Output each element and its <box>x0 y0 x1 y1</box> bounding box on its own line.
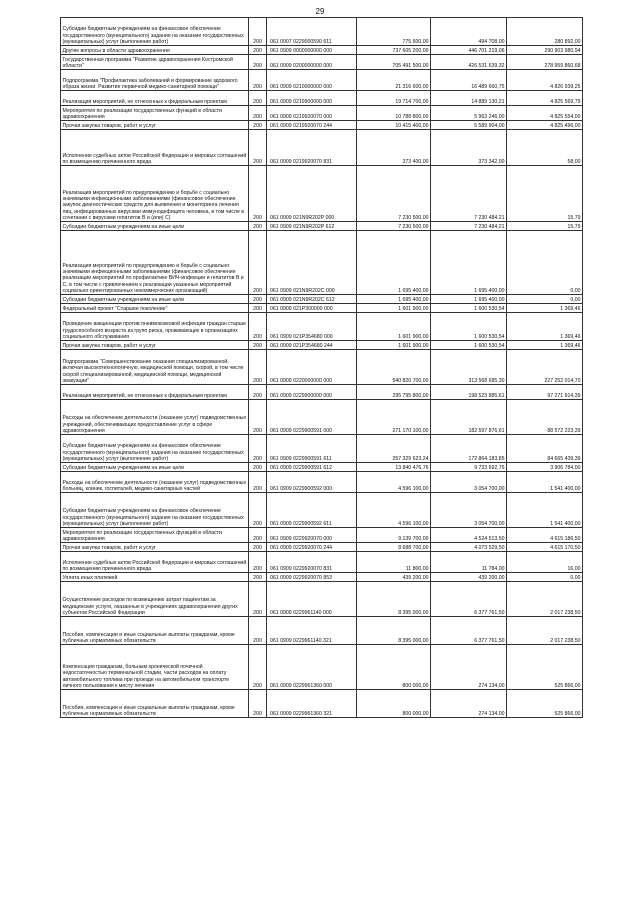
row-unexecuted-amount: 0,00 <box>507 231 583 295</box>
row-name: Прочая закупка товаров, работ и услуг <box>61 341 249 350</box>
row-name: Компенсация гражданам, больным хронической почечной недостаточностью терминальной стадии, части расходов на оплату автомобильного топлива при проезде на автомобильном транспорте личного пользования к месту лечения <box>61 645 249 690</box>
row-executed-amount: 4 073 529,50 <box>431 543 507 552</box>
row-executed-amount: 1 600 530,54 <box>431 313 507 341</box>
row-approved-amount: 21 316 600,00 <box>357 70 431 91</box>
row-unexecuted-amount: 227 252 014,70 <box>507 350 583 385</box>
table-row <box>61 350 583 385</box>
row-approved-amount: 705 491 500,00 <box>357 55 431 70</box>
row-kbk-code: 061 0909 021N9R202P 612 <box>267 222 357 231</box>
row-code: 200 <box>249 130 267 166</box>
row-code: 200 <box>249 493 267 528</box>
row-unexecuted-amount: 278 959 860,68 <box>507 55 583 70</box>
row-name: Реализация мероприятий, не отнесенных к федеральным проектам <box>61 385 249 400</box>
row-kbk-code: 061 0909 021N9R202C 612 <box>267 295 357 304</box>
table-row <box>61 295 583 304</box>
table-row <box>61 222 583 231</box>
table-row <box>61 18 583 46</box>
row-approved-amount: 800 000,00 <box>357 645 431 690</box>
row-executed-amount: 494 708,00 <box>431 18 507 46</box>
row-approved-amount: 775 600,00 <box>357 18 431 46</box>
row-name: Пособия, компенсации и иные социальные выплаты гражданам, кроме публичных нормативных обязательств <box>61 690 249 718</box>
row-kbk-code: 061 0909 0219920070 831 <box>267 130 357 166</box>
table-row <box>61 690 583 718</box>
row-executed-amount: 426 531 639,32 <box>431 55 507 70</box>
row-unexecuted-amount: 4 615 186,50 <box>507 528 583 543</box>
row-code: 200 <box>249 543 267 552</box>
row-unexecuted-amount: 15,79 <box>507 222 583 231</box>
row-code: 200 <box>249 690 267 718</box>
row-approved-amount: 13 840 476,76 <box>357 463 431 472</box>
table-row <box>61 617 583 645</box>
row-unexecuted-amount: 1 369,46 <box>507 341 583 350</box>
row-kbk-code: 061 0909 0229900591 000 <box>267 400 357 435</box>
row-executed-amount: 439 200,00 <box>431 573 507 582</box>
row-unexecuted-amount: 1 541 400,00 <box>507 493 583 528</box>
row-executed-amount: 7 230 484,21 <box>431 222 507 231</box>
table-row <box>61 55 583 70</box>
row-code: 200 <box>249 313 267 341</box>
row-kbk-code: 061 0909 0229961140 321 <box>267 617 357 645</box>
row-approved-amount: 257 329 623,24 <box>357 435 431 463</box>
table-row <box>61 313 583 341</box>
row-name: Государственная программа "Развитие здравоохранения Костромской области" <box>61 55 249 70</box>
row-kbk-code: 061 0909 0210000000 000 <box>267 70 357 91</box>
row-executed-amount: 3 054 700,00 <box>431 493 507 528</box>
row-unexecuted-amount: 58,00 <box>507 130 583 166</box>
row-kbk-code: 061 0909 0229900591 611 <box>267 435 357 463</box>
row-executed-amount: 313 568 685,30 <box>431 350 507 385</box>
table-row <box>61 341 583 350</box>
row-unexecuted-amount: 1 369,46 <box>507 313 583 341</box>
row-name: Подпрограмма "Профилактика заболеваний и формирование здорового образа жизни. Развитие первичной медико-санитарной помощи" <box>61 70 249 91</box>
table-row <box>61 121 583 130</box>
table-row <box>61 528 583 543</box>
table-row <box>61 645 583 690</box>
row-executed-amount: 1 695 400,00 <box>431 231 507 295</box>
row-executed-amount: 5 589 904,00 <box>431 121 507 130</box>
table-row <box>61 400 583 435</box>
row-code: 200 <box>249 472 267 493</box>
row-kbk-code: 061 0909 0219920070 244 <box>267 121 357 130</box>
row-executed-amount: 1 600 530,54 <box>431 304 507 313</box>
row-code: 200 <box>249 573 267 582</box>
row-code: 200 <box>249 463 267 472</box>
row-kbk-code: 061 0909 021P300000 000 <box>267 304 357 313</box>
row-approved-amount: 295 795 800,00 <box>357 385 431 400</box>
row-kbk-code: 061 0909 0229900000 000 <box>267 385 357 400</box>
row-kbk-code: 061 0909 0229920070 831 <box>267 552 357 573</box>
row-approved-amount: 271 170 100,00 <box>357 400 431 435</box>
row-kbk-code: 061 0909 0229920070 853 <box>267 573 357 582</box>
row-name: Федеральный проект "Старшее поколение" <box>61 304 249 313</box>
row-unexecuted-amount: 4 825 569,79 <box>507 91 583 106</box>
row-approved-amount: 439 200,00 <box>357 573 431 582</box>
row-unexecuted-amount: 15,79 <box>507 166 583 222</box>
row-approved-amount: 1 601 900,00 <box>357 341 431 350</box>
row-kbk-code: 061 0909 0219920070 000 <box>267 106 357 121</box>
row-approved-amount: 8 688 700,00 <box>357 543 431 552</box>
row-unexecuted-amount: 2 017 238,50 <box>507 582 583 617</box>
row-name: Мероприятия по реализации государственных функций в области здравоохранения <box>61 106 249 121</box>
row-kbk-code: 061 0909 021N9R202C 000 <box>267 231 357 295</box>
row-code: 200 <box>249 231 267 295</box>
table-row <box>61 166 583 222</box>
row-unexecuted-amount: 4 826 939,25 <box>507 70 583 91</box>
row-name: Мероприятия по реализации государственных функций в области здравоохранения <box>61 528 249 543</box>
row-code: 200 <box>249 121 267 130</box>
row-approved-amount: 540 820 700,00 <box>357 350 431 385</box>
row-approved-amount: 10 788 800,00 <box>357 106 431 121</box>
row-name: Расходы на обеспечение деятельности (оказание услуг) подведомственных учреждений, обеспечивающих предоставление услуг в сфере здравоохранения <box>61 400 249 435</box>
row-name: Осуществление расходов по возмещению затрат пациентам за медицинские услуги, оказанные в учреждениях здравоохранения других субъектов Российской Федерации <box>61 582 249 617</box>
row-unexecuted-amount: 4 825 496,00 <box>507 121 583 130</box>
row-executed-amount: 198 523 885,61 <box>431 385 507 400</box>
row-name: Реализация мероприятий по предупреждению и борьбе с социально значимыми инфекционными заболеваниями (финансовое обеспечение реализации мероприятий по профилактике ВИЧ-инфекции и гепатитов В и С, в том числе с привлечением к реализации указанных мероприятий социально ориентированных некоммерческих организаций) <box>61 231 249 295</box>
row-kbk-code: 061 0909 0229961140 000 <box>267 582 357 617</box>
row-executed-amount: 274 134,00 <box>431 645 507 690</box>
row-name: Проведение вакцинации против пневмококковой инфекции граждан старше трудоспособного возраста из групп риска, проживающих в организациях социального обслуживания <box>61 313 249 341</box>
row-executed-amount: 14 889 130,21 <box>431 91 507 106</box>
table-row <box>61 231 583 295</box>
row-executed-amount: 5 963 246,00 <box>431 106 507 121</box>
row-executed-amount: 6 377 761,50 <box>431 582 507 617</box>
row-executed-amount: 373 342,00 <box>431 130 507 166</box>
row-executed-amount: 274 134,00 <box>431 690 507 718</box>
table-row <box>61 463 583 472</box>
row-code: 200 <box>249 46 267 55</box>
row-approved-amount: 1 601 900,00 <box>357 313 431 341</box>
row-executed-amount: 6 377 761,50 <box>431 617 507 645</box>
row-approved-amount: 1 695 400,00 <box>357 231 431 295</box>
row-code: 200 <box>249 582 267 617</box>
row-kbk-code: 061 0909 0229920070 244 <box>267 543 357 552</box>
row-name: Подпрограмма "Совершенствование оказания специализированной, включая высокотехнологичную, медицинской помощи, скорой, в том числе скорой специализированной, медицинской помощи, медицинской эвакуации" <box>61 350 249 385</box>
row-code: 200 <box>249 341 267 350</box>
row-kbk-code: 061 0909 0220000000 000 <box>267 350 357 385</box>
row-approved-amount: 19 714 700,00 <box>357 91 431 106</box>
row-kbk-code: 061 0909 0229900592 000 <box>267 472 357 493</box>
row-approved-amount: 1 601 900,00 <box>357 304 431 313</box>
row-executed-amount: 11 784,00 <box>431 552 507 573</box>
row-code: 200 <box>249 18 267 46</box>
row-unexecuted-amount: 84 665 439,39 <box>507 435 583 463</box>
row-unexecuted-amount: 2 017 238,50 <box>507 617 583 645</box>
row-unexecuted-amount: 16,00 <box>507 552 583 573</box>
row-kbk-code: 061 0909 0229961360 321 <box>267 690 357 718</box>
row-unexecuted-amount: 97 271 914,39 <box>507 385 583 400</box>
row-executed-amount: 3 054 700,00 <box>431 472 507 493</box>
row-name: Исполнение судебных актов Российской Федерации и мировых соглашений по возмещению причиненного вреда <box>61 130 249 166</box>
row-unexecuted-amount: 3 906 784,00 <box>507 463 583 472</box>
row-executed-amount: 4 524 513,50 <box>431 528 507 543</box>
row-kbk-code: 061 0909 0219900000 000 <box>267 91 357 106</box>
row-name: Уплата иных платежей <box>61 573 249 582</box>
row-kbk-code: 061 0909 021P354680 244 <box>267 341 357 350</box>
row-approved-amount: 737 605 200,00 <box>357 46 431 55</box>
row-name: Пособия, компенсации и иные социальные выплаты гражданам, кроме публичных нормативных обязательств <box>61 617 249 645</box>
row-kbk-code: 061 0909 021N9R202P 000 <box>267 166 357 222</box>
row-executed-amount: 16 489 660,75 <box>431 70 507 91</box>
table-body <box>61 18 583 718</box>
table-row <box>61 46 583 55</box>
row-name: Субсидии бюджетным учреждениям на иные цели <box>61 222 249 231</box>
row-executed-amount: 9 733 692,76 <box>431 463 507 472</box>
page-number: 29 <box>315 7 325 16</box>
row-kbk-code: 061 0909 021P354680 000 <box>267 313 357 341</box>
row-unexecuted-amount: 1 369,46 <box>507 304 583 313</box>
row-name: Субсидии бюджетным учреждениям на финансовое обеспечение государственного (муниципального) задания на оказание государственных (муниципальных) услуг (выполнение работ) <box>61 435 249 463</box>
row-executed-amount: 1 695 400,00 <box>431 295 507 304</box>
row-approved-amount: 11 800,00 <box>357 552 431 573</box>
row-approved-amount: 4 596 100,00 <box>357 493 431 528</box>
table-row <box>61 552 583 573</box>
row-code: 200 <box>249 385 267 400</box>
row-executed-amount: 446 701 219,06 <box>431 46 507 55</box>
row-code: 200 <box>249 528 267 543</box>
row-unexecuted-amount: 0,00 <box>507 295 583 304</box>
row-name: Прочая закупка товаров, работ и услуг <box>61 543 249 552</box>
row-code: 200 <box>249 435 267 463</box>
row-approved-amount: 8 395 000,00 <box>357 582 431 617</box>
row-approved-amount: 800 000,00 <box>357 690 431 718</box>
row-executed-amount: 172 864 183,85 <box>431 435 507 463</box>
row-approved-amount: 373 400,00 <box>357 130 431 166</box>
row-approved-amount: 1 695 400,00 <box>357 295 431 304</box>
row-code: 200 <box>249 222 267 231</box>
row-code: 200 <box>249 617 267 645</box>
row-name: Другие вопросы в области здравоохранения <box>61 46 249 55</box>
row-code: 200 <box>249 350 267 385</box>
row-executed-amount: 182 597 876,61 <box>431 400 507 435</box>
row-code: 200 <box>249 400 267 435</box>
row-unexecuted-amount: 280 892,00 <box>507 18 583 46</box>
row-approved-amount: 8 395 000,00 <box>357 617 431 645</box>
row-unexecuted-amount: 525 866,00 <box>507 645 583 690</box>
row-name: Субсидии бюджетным учреждениям на иные цели <box>61 295 249 304</box>
row-name: Расходы на обеспечение деятельности (оказание услуг) подведомственных больниц, клиник, госпиталей, медико-санитарных частей <box>61 472 249 493</box>
row-name: Реализация мероприятий, не отнесенных к федеральным проектам <box>61 91 249 106</box>
row-kbk-code: 061 0909 0200000000 000 <box>267 55 357 70</box>
row-unexecuted-amount: 290 903 980,94 <box>507 46 583 55</box>
row-code: 200 <box>249 70 267 91</box>
row-approved-amount: 9 139 700,00 <box>357 528 431 543</box>
row-executed-amount: 7 230 484,21 <box>431 166 507 222</box>
row-name: Реализация мероприятий по предупреждению и борьбе с социально значимыми инфекционными заболеваниями (финансовое обеспечение закупок диагностических средств для выявления и мониторинга лечения лиц, инфицированных вирусами иммунодефицита человека, в том числе в сочетании с вирусами гепатитов В и (или) С) <box>61 166 249 222</box>
row-kbk-code: 061 0909 0229900592 611 <box>267 493 357 528</box>
row-executed-amount: 1 600 530,54 <box>431 341 507 350</box>
row-approved-amount: 7 230 500,00 <box>357 166 431 222</box>
row-name: Субсидии бюджетным учреждениям на финансовое обеспечение государственного (муниципального) задания на оказание государственных (муниципальных) услуг (выполнение работ) <box>61 493 249 528</box>
table-row <box>61 543 583 552</box>
row-code: 200 <box>249 304 267 313</box>
row-approved-amount: 7 230 500,00 <box>357 222 431 231</box>
row-code: 200 <box>249 166 267 222</box>
table-row <box>61 573 583 582</box>
row-code: 200 <box>249 552 267 573</box>
table-row <box>61 304 583 313</box>
table-row <box>61 493 583 528</box>
table-row <box>61 106 583 121</box>
table-row <box>61 91 583 106</box>
row-name: Субсидии бюджетным учреждениям на финансовое обеспечение государственного (муниципального) задания на оказание государственных (муниципальных) услуг (выполнение работ) <box>61 18 249 46</box>
row-name: Субсидии бюджетным учреждениям на иные цели <box>61 463 249 472</box>
row-unexecuted-amount: 4 825 554,00 <box>507 106 583 121</box>
row-code: 200 <box>249 55 267 70</box>
row-code: 200 <box>249 106 267 121</box>
table-row <box>61 385 583 400</box>
row-kbk-code: 061 0909 0000000000 000 <box>267 46 357 55</box>
table-row <box>61 70 583 91</box>
table-row <box>61 582 583 617</box>
row-code: 200 <box>249 645 267 690</box>
budget-execution-table <box>60 17 583 718</box>
table-row <box>61 472 583 493</box>
table-row <box>61 130 583 166</box>
table-row <box>61 435 583 463</box>
row-unexecuted-amount: 0,00 <box>507 573 583 582</box>
row-kbk-code: 061 0907 0229000590 611 <box>267 18 357 46</box>
row-name: Прочая закупка товаров, работ и услуг <box>61 121 249 130</box>
row-kbk-code: 061 0909 0229961360 000 <box>267 645 357 690</box>
row-unexecuted-amount: 88 572 223,39 <box>507 400 583 435</box>
row-name: Исполнение судебных актов Российской Федерации и мировых соглашений по возмещению причиненного вреда <box>61 552 249 573</box>
row-unexecuted-amount: 1 541 400,00 <box>507 472 583 493</box>
row-approved-amount: 10 415 400,00 <box>357 121 431 130</box>
row-approved-amount: 4 596 100,00 <box>357 472 431 493</box>
row-unexecuted-amount: 4 615 170,50 <box>507 543 583 552</box>
row-code: 200 <box>249 91 267 106</box>
row-kbk-code: 061 0909 0229920070 000 <box>267 528 357 543</box>
row-kbk-code: 061 0909 0229900591 612 <box>267 463 357 472</box>
row-code: 200 <box>249 295 267 304</box>
row-unexecuted-amount: 525 866,00 <box>507 690 583 718</box>
